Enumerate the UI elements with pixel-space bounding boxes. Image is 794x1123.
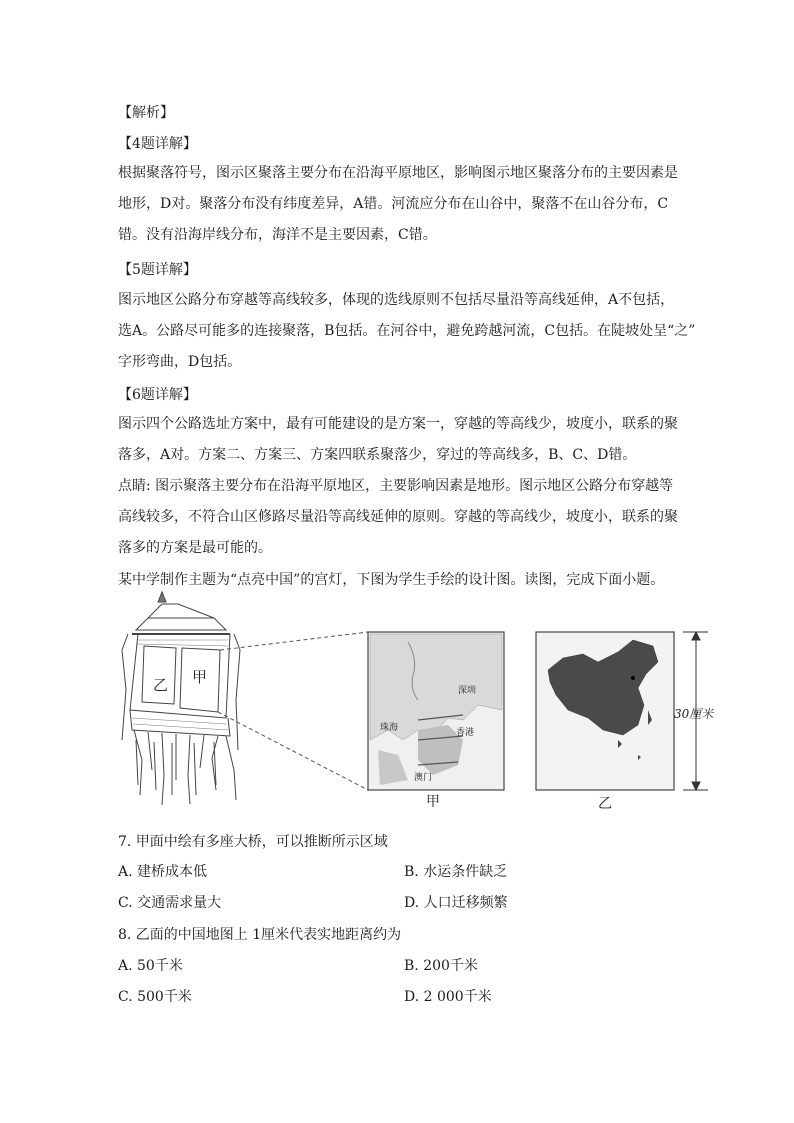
- q4-explanation: [118, 158, 678, 251]
- map-label-macau: 澳门: [414, 773, 433, 783]
- q4-line: 根据聚落符号，图示区聚落主要分布在沿海平原地区，影响图示地区聚落分布的主要因素是: [118, 165, 678, 181]
- q6-line: 落多，A对。方案二、方案三、方案四联系聚落少，穿过的等高线多，B、C、D错。: [118, 447, 637, 463]
- question-7-option-c[interactable]: C. 交通需求量大: [118, 895, 222, 911]
- q6-header: 【6题详解】: [118, 387, 197, 403]
- q6-line: 点睛: 图示聚落主要分布在沿海平原地区，主要影响因素是地形。图示地区公路分布穿越等: [118, 478, 674, 494]
- q4-line: 错。没有沿海岸线分布，海洋不是主要因素，C错。: [118, 227, 437, 243]
- q4-header: 【4题详解】: [118, 136, 197, 152]
- question-8-option-d[interactable]: D. 2 000千米: [404, 989, 492, 1005]
- question-8-option-a[interactable]: A. 50千米: [118, 958, 183, 974]
- question-7-option-d[interactable]: D. 人口迁移频繁: [404, 895, 508, 911]
- q5-line: 选A。公路尽可能多的连接聚落，B包括。在河谷中，避免跨越河流，C包括。在陡坡处呈“之”: [118, 323, 696, 339]
- lantern-drawing: [122, 592, 240, 805]
- question-7-stem: 7. 甲面中绘有多座大桥，可以推断所示区域: [118, 834, 388, 850]
- map-label-zhuhai: 珠海: [380, 723, 399, 733]
- caption-jia: 甲: [426, 794, 440, 810]
- lantern-figure-svg: [118, 590, 718, 815]
- q6-line: 高线较多，不符合山区修路尽量沿等高线延伸的原则。穿越的等高线少，坡度小，联系的聚: [118, 509, 678, 525]
- analysis-header: 【解析】: [118, 105, 174, 121]
- q6-line: 落多的方案是最可能的。: [118, 540, 272, 556]
- lantern-side-yi: 乙: [153, 676, 169, 694]
- q5-line: 字形弯曲，D包括。: [118, 354, 242, 370]
- lantern-side-jia: 甲: [192, 668, 208, 686]
- q4-line: 地形，D对。聚落分布没有纬度差异，A错。河流应分布在山谷中，聚落不在山谷分布，C: [118, 196, 669, 212]
- map-label-shenzhen: 深圳: [458, 686, 477, 696]
- map-label-hongkong: 香港: [456, 728, 475, 738]
- question-8-option-b[interactable]: B. 200千米: [404, 958, 478, 974]
- caption-yi: 乙: [598, 796, 612, 812]
- connector-lines: [218, 632, 368, 790]
- size-label: 30厘米: [674, 707, 714, 721]
- map-jia: [368, 632, 504, 790]
- lantern-figure: [118, 590, 718, 815]
- question-8-stem: 8. 乙面的中国地图上 1厘米代表实地距离约为: [118, 927, 402, 943]
- q5-line: 图示地区公路分布穿越等高线较多，体现的选线原则不包括尽量沿等高线延伸，A不包括，: [118, 292, 675, 308]
- q6-line: 图示四个公路选址方案中，最有可能建设的是方案一，穿越的等高线少，坡度小，联系的聚: [118, 416, 678, 432]
- q5-explanation: [118, 285, 696, 378]
- q5-header: 【5题详解】: [118, 262, 197, 278]
- map-yi: [536, 632, 674, 790]
- question-8-option-c[interactable]: C. 500千米: [118, 989, 192, 1005]
- question-7-option-b[interactable]: B. 水运条件缺乏: [404, 864, 508, 880]
- q6-explanation: [118, 409, 678, 564]
- question-7-option-a[interactable]: A. 建桥成本低: [118, 864, 208, 880]
- question-intro: 某中学制作主题为“点亮中国”的宫灯，下图为学生手绘的设计图。读图，完成下面小题。: [118, 572, 665, 588]
